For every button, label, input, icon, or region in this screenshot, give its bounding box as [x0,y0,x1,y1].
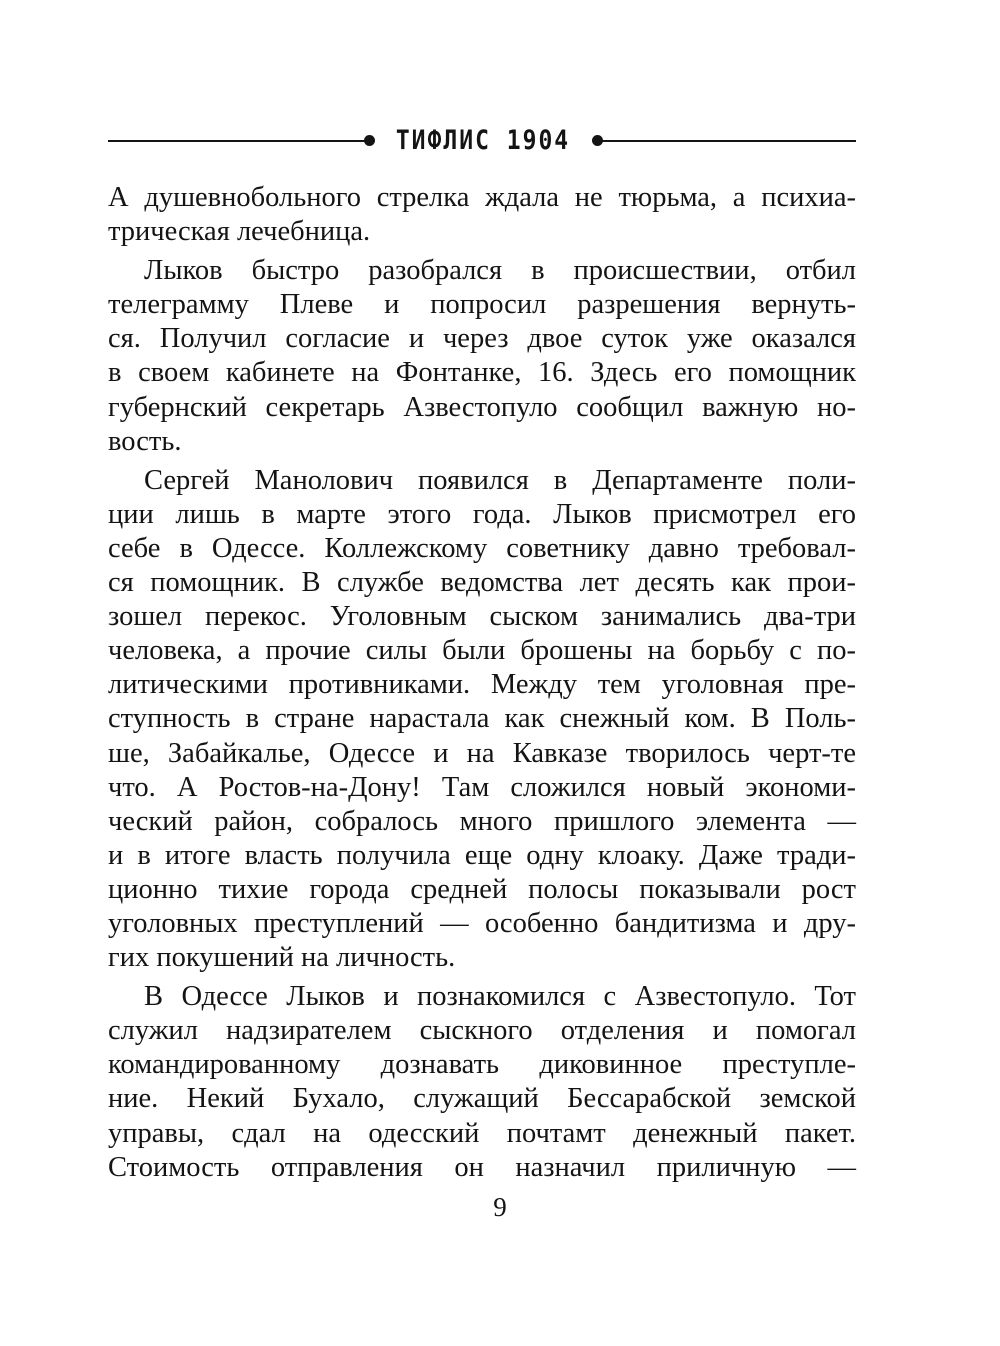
head-bullet-left [364,135,375,146]
text-line: служил надзирателем сыскного отделения и помогал [108,1015,856,1047]
text-line: ции лишь в марте этого года. Лыков присмотрел его [108,498,856,530]
text-line: ние. Некий Бухало, служащий Бессарабской земской [108,1083,856,1115]
text-line: литическими противниками. Между тем уголовная пре- [108,669,856,701]
text-line: ционно тихие города средней полосы показывали рост [108,873,856,905]
text-line: себе в Одессе. Коллежскому советнику давно требовал- [108,532,856,564]
running-head [108,124,856,158]
text-line: гих покушений на личность. [108,942,456,974]
text-line: Сергей Манолович появился в Департаменте поли- [144,464,856,496]
text-line: ступность в стране нарастала как снежный ком. В Поль- [108,703,856,735]
text-line: А душевнобольного стрелка ждала не тюрьма, а психиа- [108,182,856,213]
text-line: в своем кабинете на Фонтанке, 16. Здесь его помощник [108,357,856,389]
text-line: зошел перекос. Уголовным сыском занимались два-три [108,601,856,633]
head-rule-right [598,140,856,142]
text-line: человека, а прочие силы были брошены на борьбу с по- [108,635,856,667]
paragraph [108,254,856,459]
head-rule-left [108,140,366,142]
text-line: Лыков быстро разобрался в происшествии, отбил [144,255,856,287]
text-line: В Одессе Лыков и познакомился с Азвестопуло. Тот [144,981,856,1013]
text-line: телеграмму Плеве и попросил разрешения вернуть- [108,289,856,321]
text-line: командированному дознавать диковинное преступле- [108,1049,856,1081]
text-line: трическая лечебница. [108,216,371,248]
text-line: ся помощник. В службе ведомства лет десять как прои- [108,567,856,599]
text-line: что. А Ростов-на-Дону! Там сложился новый экономи- [108,771,856,803]
page-number: 9 [493,1192,507,1222]
text-line: ше, Забайкалье, Одессе и на Кавказе творилось черт-те [108,737,856,769]
text-line: Стоимость отправления он назначил приличную — [108,1151,856,1183]
text-line: и в итоге власть получила еще одну клоаку. Даже тради- [108,839,856,871]
text-line: ческий район, собралось много пришлого элемента — [108,805,856,837]
running-head-title: ТИФЛИС 1904 [395,126,571,156]
page-body-text [108,181,856,1190]
text-line: уголовных преступлений — особенно бандитизма и дру- [108,907,856,939]
text-line: ся. Получил согласие и через двое суток уже оказался [108,323,856,355]
paragraph [108,464,856,975]
text-line: губернский секретарь Азвестопуло сообщил важную но- [108,391,856,423]
text-line: управы, сдал на одесский почтамт денежный пакет. [108,1117,856,1149]
paragraph [108,181,856,249]
text-line: вость. [108,425,182,457]
paragraph [108,980,856,1185]
